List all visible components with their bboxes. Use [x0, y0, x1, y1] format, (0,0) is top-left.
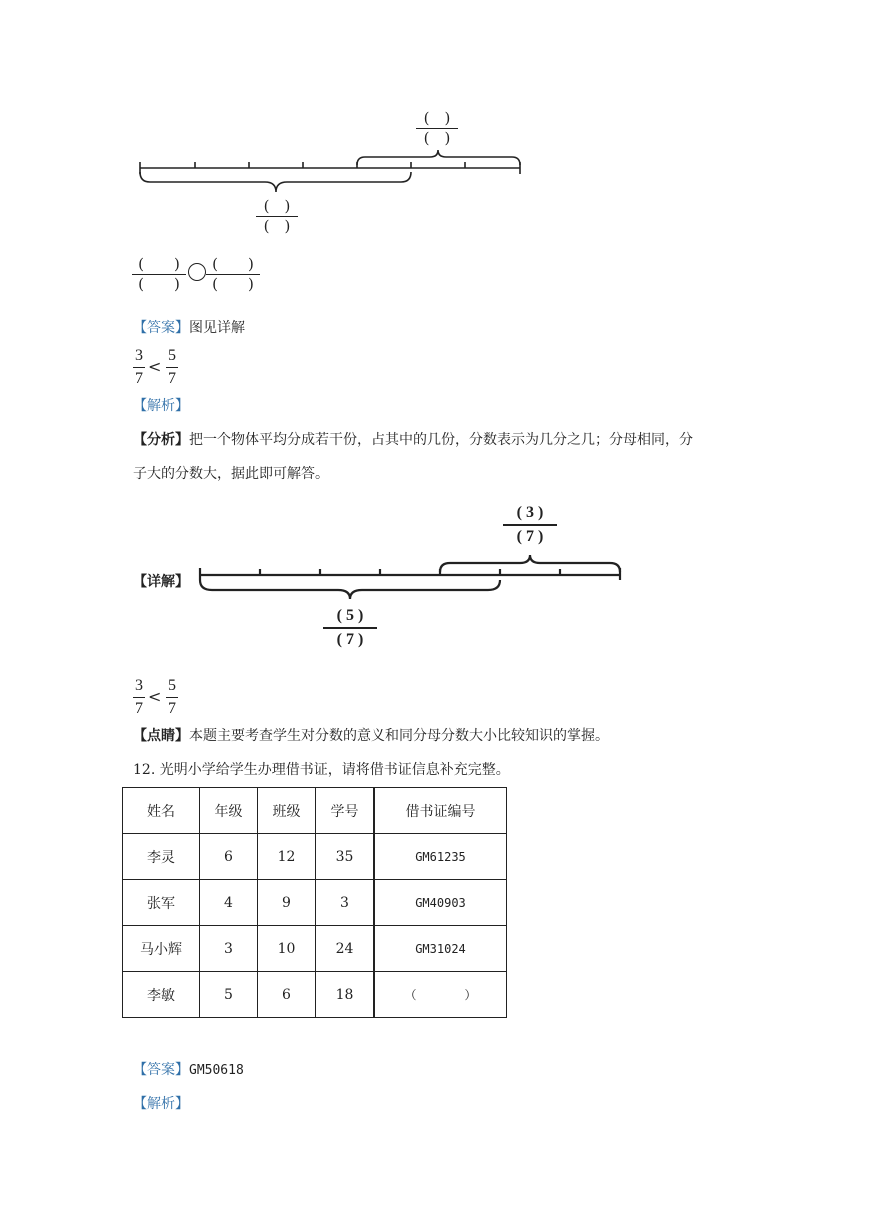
fenxi-text: 把一个物体平均分成若干份，占其中的几份，分数表示为几分之几；分母相同，分: [189, 432, 693, 448]
table-cell: 18: [316, 972, 375, 1018]
table-row: [123, 926, 507, 972]
fraction-numerator: 3: [135, 677, 143, 694]
analysis-label: 【解析】: [133, 398, 189, 414]
fraction-denominator: ( ): [423, 129, 451, 147]
fraction-denominator: ( ): [212, 275, 254, 293]
table-cell: GM40903: [374, 880, 507, 926]
fraction-numerator: ( 3 ): [516, 504, 544, 521]
solution-right-fraction: [166, 676, 178, 719]
library-card-table: [122, 787, 507, 1018]
table-cell: 3: [200, 926, 258, 972]
header-cell: 学号: [316, 788, 375, 834]
fraction-numerator: ( ): [263, 197, 291, 215]
header-cell: 姓名: [123, 788, 200, 834]
answer-2-line: [133, 1060, 244, 1081]
table-cell: 6: [258, 972, 316, 1018]
table-row: [123, 972, 507, 1018]
fraction-numerator: 5: [168, 677, 176, 694]
table-cell: 张军: [123, 880, 200, 926]
fraction-denominator: 7: [135, 700, 143, 717]
table-cell: 5: [200, 972, 258, 1018]
fraction-denominator: ( 7 ): [336, 631, 364, 648]
fraction-denominator: 7: [135, 370, 143, 387]
table-cell: 6: [200, 834, 258, 880]
table-cell: 李敏: [123, 972, 200, 1018]
solution-bottom-fraction: [323, 606, 377, 650]
less-than-sign: <: [148, 357, 162, 376]
fraction-denominator: ( 7 ): [516, 528, 544, 545]
table-cell: 9: [258, 880, 316, 926]
fraction-numerator: 5: [168, 347, 176, 364]
fraction-denominator: ( ): [263, 217, 291, 235]
table-cell: 10: [258, 926, 316, 972]
solution-left-fraction: [133, 676, 145, 719]
fraction-denominator: ( ): [138, 275, 180, 293]
solution-top-fraction: [503, 503, 557, 547]
table-cell: 李灵: [123, 834, 200, 880]
answer-text: GM50618: [189, 1063, 244, 1078]
header-cell: 借书证编号: [374, 788, 507, 834]
fraction-numerator: ( ): [138, 255, 180, 273]
answer-label: 【答案】: [133, 320, 189, 336]
table-cell-blank: （ ）: [374, 972, 507, 1018]
table-header-row: [123, 788, 507, 834]
table-cell: GM61235: [374, 834, 507, 880]
fraction-numerator: ( 5 ): [336, 607, 364, 624]
less-than-sign: <: [148, 687, 162, 706]
fraction-numerator: 3: [135, 347, 143, 364]
fenxi-line-2: 子大的分数大，据此即可解答。: [133, 466, 329, 482]
table-cell: GM31024: [374, 926, 507, 972]
header-cell: 年级: [200, 788, 258, 834]
answer-text: 图见详解: [189, 320, 245, 336]
dianjing-label: 【点睛】: [133, 728, 189, 744]
question-12-text: 12. 光明小学给学生办理借书证，请将借书证信息补充完整。: [133, 762, 510, 778]
dianjing-text: 本题主要考查学生对分数的意义和同分母分数大小比较知识的掌握。: [189, 728, 609, 744]
header-cell: 班级: [258, 788, 316, 834]
xiangjie-label: 【详解】: [133, 574, 189, 590]
fraction-denominator: 7: [168, 700, 176, 717]
table-cell: 35: [316, 834, 375, 880]
fenxi-label: 【分析】: [133, 432, 189, 448]
analysis-2-label: 【解析】: [133, 1096, 189, 1112]
table-cell: 马小辉: [123, 926, 200, 972]
table-row: [123, 834, 507, 880]
table-cell: 24: [316, 926, 375, 972]
fraction-denominator: 7: [168, 370, 176, 387]
table-cell: 12: [258, 834, 316, 880]
answer-label: 【答案】: [133, 1062, 189, 1078]
dianjing-line: [133, 726, 609, 746]
table-row: [123, 880, 507, 926]
fraction-numerator: ( ): [423, 109, 451, 127]
table-cell: 4: [200, 880, 258, 926]
fraction-numerator: ( ): [212, 255, 254, 273]
table-cell: 3: [316, 880, 375, 926]
